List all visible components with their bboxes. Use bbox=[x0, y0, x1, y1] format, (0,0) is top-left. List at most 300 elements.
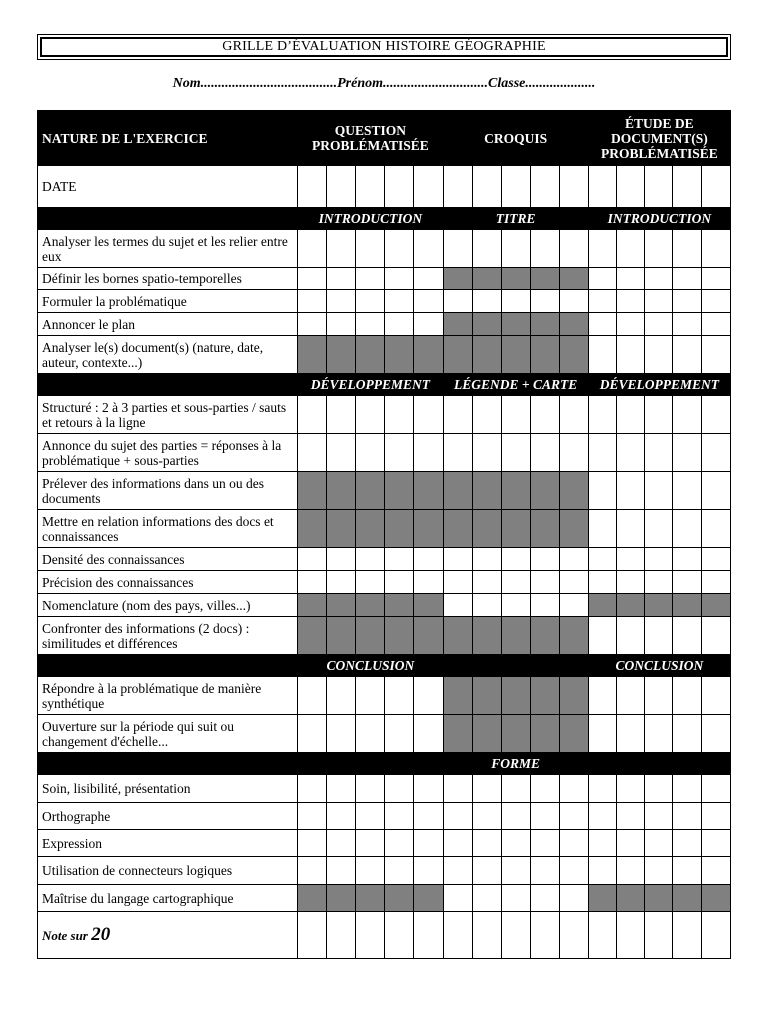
grid-cell[interactable] bbox=[385, 548, 414, 571]
grid-cell[interactable] bbox=[472, 803, 501, 830]
grid-cell-shaded bbox=[559, 617, 588, 655]
grid-cell[interactable] bbox=[414, 571, 443, 594]
grid-cell[interactable] bbox=[298, 268, 327, 290]
grid-cell-shaded bbox=[443, 715, 472, 753]
grid-cell[interactable] bbox=[588, 336, 616, 374]
grid-cell[interactable] bbox=[298, 775, 327, 803]
grid-cell[interactable] bbox=[644, 166, 672, 208]
grid-cell-shaded bbox=[472, 336, 501, 374]
grid-cell[interactable] bbox=[616, 396, 644, 434]
grid-cell[interactable] bbox=[616, 336, 644, 374]
grid-cell[interactable] bbox=[298, 396, 327, 434]
grid-cell[interactable] bbox=[356, 571, 385, 594]
grid-cell[interactable] bbox=[616, 803, 644, 830]
grid-cell[interactable] bbox=[501, 290, 530, 313]
grid-cell[interactable] bbox=[672, 510, 701, 548]
grid-cell[interactable] bbox=[672, 677, 701, 715]
grid-cell[interactable] bbox=[588, 775, 616, 803]
grid-cell[interactable] bbox=[501, 571, 530, 594]
grid-cell[interactable] bbox=[672, 313, 701, 336]
grid-cell[interactable] bbox=[501, 166, 530, 208]
grid-cell[interactable] bbox=[530, 396, 559, 434]
grid-cell[interactable] bbox=[644, 510, 672, 548]
grid-cell[interactable] bbox=[644, 775, 672, 803]
grid-cell[interactable] bbox=[530, 548, 559, 571]
grid-cell[interactable] bbox=[298, 548, 327, 571]
grid-cell[interactable] bbox=[588, 396, 616, 434]
grid-cell[interactable] bbox=[472, 912, 501, 959]
grid-cell[interactable] bbox=[588, 571, 616, 594]
grid-cell[interactable] bbox=[472, 857, 501, 885]
grid-cell[interactable] bbox=[356, 803, 385, 830]
section-header-row bbox=[38, 753, 731, 775]
grid-cell[interactable] bbox=[672, 912, 701, 959]
grid-cell[interactable] bbox=[616, 313, 644, 336]
grid-cell[interactable] bbox=[672, 434, 701, 472]
grid-cell[interactable] bbox=[414, 715, 443, 753]
grid-cell[interactable] bbox=[701, 571, 730, 594]
grid-cell[interactable] bbox=[559, 912, 588, 959]
grid-cell[interactable] bbox=[701, 434, 730, 472]
grid-cell[interactable] bbox=[501, 434, 530, 472]
grid-cell[interactable] bbox=[616, 830, 644, 857]
criteria-label: Soin, lisibilité, présentation bbox=[38, 775, 298, 803]
grid-cell[interactable] bbox=[414, 803, 443, 830]
grid-cell[interactable] bbox=[644, 857, 672, 885]
grid-cell-shaded bbox=[530, 510, 559, 548]
grid-cell[interactable] bbox=[588, 230, 616, 268]
grid-cell[interactable] bbox=[327, 396, 356, 434]
grid-cell[interactable] bbox=[443, 548, 472, 571]
grid-cell[interactable] bbox=[644, 830, 672, 857]
grid-cell[interactable] bbox=[298, 571, 327, 594]
grid-cell[interactable] bbox=[327, 715, 356, 753]
criteria-row bbox=[38, 715, 731, 753]
grid-cell[interactable] bbox=[356, 434, 385, 472]
grid-cell[interactable] bbox=[443, 434, 472, 472]
grid-cell[interactable] bbox=[414, 830, 443, 857]
grid-cell[interactable] bbox=[616, 510, 644, 548]
grid-cell[interactable] bbox=[501, 803, 530, 830]
grid-cell-shaded bbox=[530, 472, 559, 510]
grid-cell[interactable] bbox=[385, 396, 414, 434]
criteria-label: Mettre en relation informations des docs et connaissances bbox=[38, 510, 298, 548]
grid-cell[interactable] bbox=[701, 715, 730, 753]
grid-cell[interactable] bbox=[588, 912, 616, 959]
criteria-row bbox=[38, 510, 731, 548]
criteria-label: Analyser le(s) document(s) (nature, date, auteur, contexte...) bbox=[38, 336, 298, 374]
grid-cell[interactable] bbox=[356, 548, 385, 571]
criteria-label: Utilisation de connecteurs logiques bbox=[38, 857, 298, 885]
grid-cell[interactable] bbox=[501, 548, 530, 571]
grid-cell[interactable] bbox=[588, 715, 616, 753]
grid-cell[interactable] bbox=[588, 677, 616, 715]
grid-cell[interactable] bbox=[501, 912, 530, 959]
grid-cell[interactable] bbox=[327, 830, 356, 857]
grid-cell[interactable] bbox=[356, 313, 385, 336]
grid-cell[interactable] bbox=[501, 857, 530, 885]
grid-cell[interactable] bbox=[327, 434, 356, 472]
grid-cell[interactable] bbox=[672, 230, 701, 268]
grid-cell[interactable] bbox=[672, 803, 701, 830]
grid-cell[interactable] bbox=[701, 268, 730, 290]
grid-cell[interactable] bbox=[616, 715, 644, 753]
grid-cell[interactable] bbox=[472, 290, 501, 313]
grid-cell[interactable] bbox=[298, 434, 327, 472]
grid-cell[interactable] bbox=[443, 594, 472, 617]
grid-cell[interactable] bbox=[701, 166, 730, 208]
grid-cell[interactable] bbox=[327, 571, 356, 594]
grid-cell[interactable] bbox=[414, 912, 443, 959]
criteria-row bbox=[38, 830, 731, 857]
grid-cell[interactable] bbox=[472, 775, 501, 803]
grid-cell[interactable] bbox=[472, 396, 501, 434]
grid-cell-shaded bbox=[327, 617, 356, 655]
grid-cell[interactable] bbox=[559, 594, 588, 617]
grid-cell[interactable] bbox=[443, 775, 472, 803]
criteria-label: Maîtrise du langage cartographique bbox=[38, 885, 298, 912]
grid-cell[interactable] bbox=[472, 885, 501, 912]
grid-cell[interactable] bbox=[385, 677, 414, 715]
criteria-row bbox=[38, 434, 731, 472]
grid-cell[interactable] bbox=[559, 396, 588, 434]
grid-cell[interactable] bbox=[559, 434, 588, 472]
grid-cell[interactable] bbox=[672, 268, 701, 290]
grid-cell[interactable] bbox=[414, 313, 443, 336]
grid-cell-shaded bbox=[588, 885, 616, 912]
grid-cell[interactable] bbox=[443, 396, 472, 434]
grid-cell[interactable] bbox=[672, 290, 701, 313]
grid-cell[interactable] bbox=[588, 857, 616, 885]
grid-cell[interactable] bbox=[701, 396, 730, 434]
grid-cell[interactable] bbox=[414, 434, 443, 472]
grid-cell[interactable] bbox=[701, 548, 730, 571]
criteria-label: Analyser les termes du sujet et les relier entre eux bbox=[38, 230, 298, 268]
grid-cell[interactable] bbox=[701, 803, 730, 830]
grid-cell[interactable] bbox=[327, 230, 356, 268]
grid-cell[interactable] bbox=[616, 166, 644, 208]
grid-cell[interactable] bbox=[501, 885, 530, 912]
grid-cell[interactable] bbox=[530, 594, 559, 617]
grid-cell[interactable] bbox=[701, 677, 730, 715]
grid-cell[interactable] bbox=[443, 290, 472, 313]
grid-cell-shaded bbox=[443, 472, 472, 510]
grid-cell-shaded bbox=[443, 313, 472, 336]
grid-cell[interactable] bbox=[356, 677, 385, 715]
grid-cell[interactable] bbox=[588, 548, 616, 571]
grid-cell[interactable] bbox=[385, 268, 414, 290]
grid-cell-shaded bbox=[472, 715, 501, 753]
grid-cell[interactable] bbox=[701, 775, 730, 803]
grid-cell[interactable] bbox=[644, 396, 672, 434]
section-header-row bbox=[38, 208, 731, 230]
criteria-label: Ouverture sur la période qui suit ou changement d'échelle... bbox=[38, 715, 298, 753]
grid-cell[interactable] bbox=[298, 230, 327, 268]
section-title: INTRODUCTION bbox=[588, 208, 730, 230]
grid-cell[interactable] bbox=[298, 830, 327, 857]
grid-cell[interactable] bbox=[356, 290, 385, 313]
grid-cell[interactable] bbox=[616, 472, 644, 510]
grid-cell[interactable] bbox=[385, 830, 414, 857]
grid-cell[interactable] bbox=[327, 803, 356, 830]
grid-cell[interactable] bbox=[644, 677, 672, 715]
grid-cell-shaded bbox=[501, 313, 530, 336]
grid-cell[interactable] bbox=[443, 571, 472, 594]
grid-cell[interactable] bbox=[559, 548, 588, 571]
grid-cell[interactable] bbox=[559, 775, 588, 803]
grid-cell[interactable] bbox=[356, 857, 385, 885]
grid-cell[interactable] bbox=[472, 166, 501, 208]
grid-cell[interactable] bbox=[327, 548, 356, 571]
grid-cell[interactable] bbox=[414, 268, 443, 290]
grid-cell[interactable] bbox=[443, 803, 472, 830]
grid-cell[interactable] bbox=[356, 396, 385, 434]
grid-cell-shaded bbox=[356, 510, 385, 548]
grid-cell[interactable] bbox=[472, 830, 501, 857]
grid-cell[interactable] bbox=[644, 336, 672, 374]
grid-cell-shaded bbox=[559, 268, 588, 290]
grid-cell[interactable] bbox=[356, 230, 385, 268]
grid-cell[interactable] bbox=[472, 230, 501, 268]
grid-cell[interactable] bbox=[298, 677, 327, 715]
grid-cell[interactable] bbox=[385, 571, 414, 594]
grid-cell[interactable] bbox=[501, 594, 530, 617]
grid-cell-shaded bbox=[327, 472, 356, 510]
grid-cell[interactable] bbox=[530, 230, 559, 268]
grid-cell[interactable] bbox=[385, 313, 414, 336]
grid-cell[interactable] bbox=[472, 548, 501, 571]
grid-cell[interactable] bbox=[327, 857, 356, 885]
grid-cell[interactable] bbox=[701, 336, 730, 374]
grid-cell[interactable] bbox=[672, 830, 701, 857]
grid-cell[interactable] bbox=[672, 775, 701, 803]
grid-cell-shaded bbox=[414, 594, 443, 617]
grid-cell[interactable] bbox=[385, 775, 414, 803]
criteria-label: Répondre à la problématique de manière synthétique bbox=[38, 677, 298, 715]
grid-cell[interactable] bbox=[588, 268, 616, 290]
grid-cell[interactable] bbox=[644, 472, 672, 510]
grid-cell[interactable] bbox=[443, 830, 472, 857]
grid-cell[interactable] bbox=[644, 912, 672, 959]
grid-cell[interactable] bbox=[616, 912, 644, 959]
grid-cell[interactable] bbox=[414, 230, 443, 268]
grid-cell[interactable] bbox=[559, 166, 588, 208]
grid-cell-shaded bbox=[298, 594, 327, 617]
criteria-row bbox=[38, 290, 731, 313]
grid-cell[interactable] bbox=[414, 290, 443, 313]
grid-cell-shaded bbox=[644, 885, 672, 912]
grid-cell[interactable] bbox=[616, 775, 644, 803]
grid-cell[interactable] bbox=[701, 472, 730, 510]
grid-cell[interactable] bbox=[559, 885, 588, 912]
grid-cell[interactable] bbox=[559, 803, 588, 830]
grid-cell[interactable] bbox=[385, 230, 414, 268]
criteria-row bbox=[38, 677, 731, 715]
grid-cell[interactable] bbox=[472, 571, 501, 594]
grid-cell[interactable] bbox=[672, 396, 701, 434]
grid-cell[interactable] bbox=[701, 830, 730, 857]
grid-cell[interactable] bbox=[414, 775, 443, 803]
grid-cell[interactable] bbox=[644, 617, 672, 655]
grid-cell-shaded bbox=[559, 313, 588, 336]
grid-cell[interactable] bbox=[672, 166, 701, 208]
grid-cell[interactable] bbox=[672, 617, 701, 655]
grid-cell[interactable] bbox=[385, 715, 414, 753]
grid-cell[interactable] bbox=[616, 290, 644, 313]
grid-cell[interactable] bbox=[327, 166, 356, 208]
grid-cell-shaded bbox=[443, 336, 472, 374]
criteria-row bbox=[38, 472, 731, 510]
grid-cell[interactable] bbox=[701, 857, 730, 885]
grid-cell[interactable] bbox=[588, 617, 616, 655]
grid-cell[interactable] bbox=[298, 857, 327, 885]
grid-cell[interactable] bbox=[356, 775, 385, 803]
grid-cell[interactable] bbox=[616, 617, 644, 655]
grid-cell[interactable] bbox=[616, 268, 644, 290]
grid-cell[interactable] bbox=[701, 313, 730, 336]
grid-cell[interactable] bbox=[501, 775, 530, 803]
grid-cell[interactable] bbox=[616, 230, 644, 268]
grid-cell[interactable] bbox=[414, 548, 443, 571]
grid-cell[interactable] bbox=[298, 290, 327, 313]
grid-cell[interactable] bbox=[701, 290, 730, 313]
grid-cell[interactable] bbox=[559, 857, 588, 885]
grid-cell[interactable] bbox=[327, 268, 356, 290]
grid-cell[interactable] bbox=[559, 830, 588, 857]
grid-cell[interactable] bbox=[298, 313, 327, 336]
grid-cell[interactable] bbox=[672, 548, 701, 571]
grid-cell[interactable] bbox=[644, 715, 672, 753]
grid-cell[interactable] bbox=[616, 434, 644, 472]
grid-cell[interactable] bbox=[701, 510, 730, 548]
grid-cell[interactable] bbox=[588, 510, 616, 548]
grid-cell[interactable] bbox=[530, 434, 559, 472]
grid-cell[interactable] bbox=[530, 912, 559, 959]
grid-cell[interactable] bbox=[672, 336, 701, 374]
grid-cell[interactable] bbox=[385, 166, 414, 208]
grid-cell[interactable] bbox=[588, 166, 616, 208]
grid-cell[interactable] bbox=[501, 230, 530, 268]
grid-cell[interactable] bbox=[327, 775, 356, 803]
grid-cell[interactable] bbox=[644, 434, 672, 472]
grid-cell[interactable] bbox=[616, 548, 644, 571]
grid-cell[interactable] bbox=[414, 396, 443, 434]
grid-cell-shaded bbox=[327, 510, 356, 548]
grid-cell[interactable] bbox=[672, 857, 701, 885]
grid-cell[interactable] bbox=[616, 571, 644, 594]
grid-cell[interactable] bbox=[385, 803, 414, 830]
grid-cell[interactable] bbox=[672, 715, 701, 753]
grid-cell[interactable] bbox=[644, 230, 672, 268]
criteria-label: DATE bbox=[38, 166, 298, 208]
section-label-blank bbox=[38, 374, 298, 396]
grid-cell[interactable] bbox=[327, 912, 356, 959]
grid-cell[interactable] bbox=[356, 912, 385, 959]
grid-cell[interactable] bbox=[588, 313, 616, 336]
grid-cell-shaded bbox=[356, 594, 385, 617]
grid-cell[interactable] bbox=[414, 166, 443, 208]
grid-cell[interactable] bbox=[385, 857, 414, 885]
grid-cell[interactable] bbox=[559, 290, 588, 313]
grid-cell[interactable] bbox=[701, 912, 730, 959]
grid-cell[interactable] bbox=[472, 434, 501, 472]
grid-cell[interactable] bbox=[385, 434, 414, 472]
grid-cell[interactable] bbox=[644, 313, 672, 336]
grid-cell[interactable] bbox=[701, 617, 730, 655]
grid-cell[interactable] bbox=[472, 594, 501, 617]
grid-cell[interactable] bbox=[644, 803, 672, 830]
grid-cell[interactable] bbox=[356, 268, 385, 290]
grid-cell[interactable] bbox=[443, 912, 472, 959]
grid-cell[interactable] bbox=[443, 230, 472, 268]
grid-cell[interactable] bbox=[530, 830, 559, 857]
grid-cell[interactable] bbox=[443, 857, 472, 885]
grid-cell[interactable] bbox=[588, 472, 616, 510]
grid-cell[interactable] bbox=[530, 775, 559, 803]
grid-cell[interactable] bbox=[616, 857, 644, 885]
grid-cell[interactable] bbox=[356, 830, 385, 857]
criteria-row bbox=[38, 230, 731, 268]
grid-cell[interactable] bbox=[644, 268, 672, 290]
grid-cell[interactable] bbox=[327, 677, 356, 715]
grid-cell-shaded bbox=[443, 510, 472, 548]
grid-cell[interactable] bbox=[385, 912, 414, 959]
grid-cell[interactable] bbox=[530, 885, 559, 912]
grid-cell[interactable] bbox=[414, 677, 443, 715]
grid-cell[interactable] bbox=[356, 166, 385, 208]
grid-cell[interactable] bbox=[385, 290, 414, 313]
grid-cell[interactable] bbox=[588, 830, 616, 857]
grid-cell[interactable] bbox=[530, 803, 559, 830]
grid-cell-shaded bbox=[559, 510, 588, 548]
grid-cell[interactable] bbox=[327, 290, 356, 313]
grid-cell[interactable] bbox=[298, 715, 327, 753]
grid-cell[interactable] bbox=[443, 166, 472, 208]
grid-cell[interactable] bbox=[530, 571, 559, 594]
grid-cell[interactable] bbox=[672, 472, 701, 510]
grid-cell[interactable] bbox=[588, 290, 616, 313]
grid-cell[interactable] bbox=[501, 830, 530, 857]
grid-cell[interactable] bbox=[559, 571, 588, 594]
grid-cell-shaded bbox=[327, 594, 356, 617]
grid-cell[interactable] bbox=[701, 230, 730, 268]
grid-cell[interactable] bbox=[616, 677, 644, 715]
criteria-label: Orthographe bbox=[38, 803, 298, 830]
section-label-blank bbox=[38, 753, 298, 775]
grid-cell[interactable] bbox=[588, 434, 616, 472]
grid-cell[interactable] bbox=[298, 166, 327, 208]
grid-cell[interactable] bbox=[530, 857, 559, 885]
grid-cell[interactable] bbox=[588, 803, 616, 830]
grid-cell[interactable] bbox=[356, 715, 385, 753]
grid-cell[interactable] bbox=[530, 166, 559, 208]
grid-cell[interactable] bbox=[672, 571, 701, 594]
criteria-label: Formuler la problématique bbox=[38, 290, 298, 313]
grid-cell[interactable] bbox=[530, 290, 559, 313]
grid-cell[interactable] bbox=[443, 885, 472, 912]
page-title: GRILLE D’ÉVALUATION HISTOIRE GÉOGRAPHIE bbox=[40, 37, 728, 57]
grid-cell[interactable] bbox=[298, 803, 327, 830]
grid-cell[interactable] bbox=[559, 230, 588, 268]
grid-cell[interactable] bbox=[644, 571, 672, 594]
grid-cell[interactable] bbox=[644, 290, 672, 313]
grid-cell-shaded bbox=[414, 617, 443, 655]
grid-cell[interactable] bbox=[327, 313, 356, 336]
grid-cell[interactable] bbox=[644, 548, 672, 571]
grid-cell[interactable] bbox=[414, 857, 443, 885]
grid-cell[interactable] bbox=[298, 912, 327, 959]
grid-cell[interactable] bbox=[501, 396, 530, 434]
